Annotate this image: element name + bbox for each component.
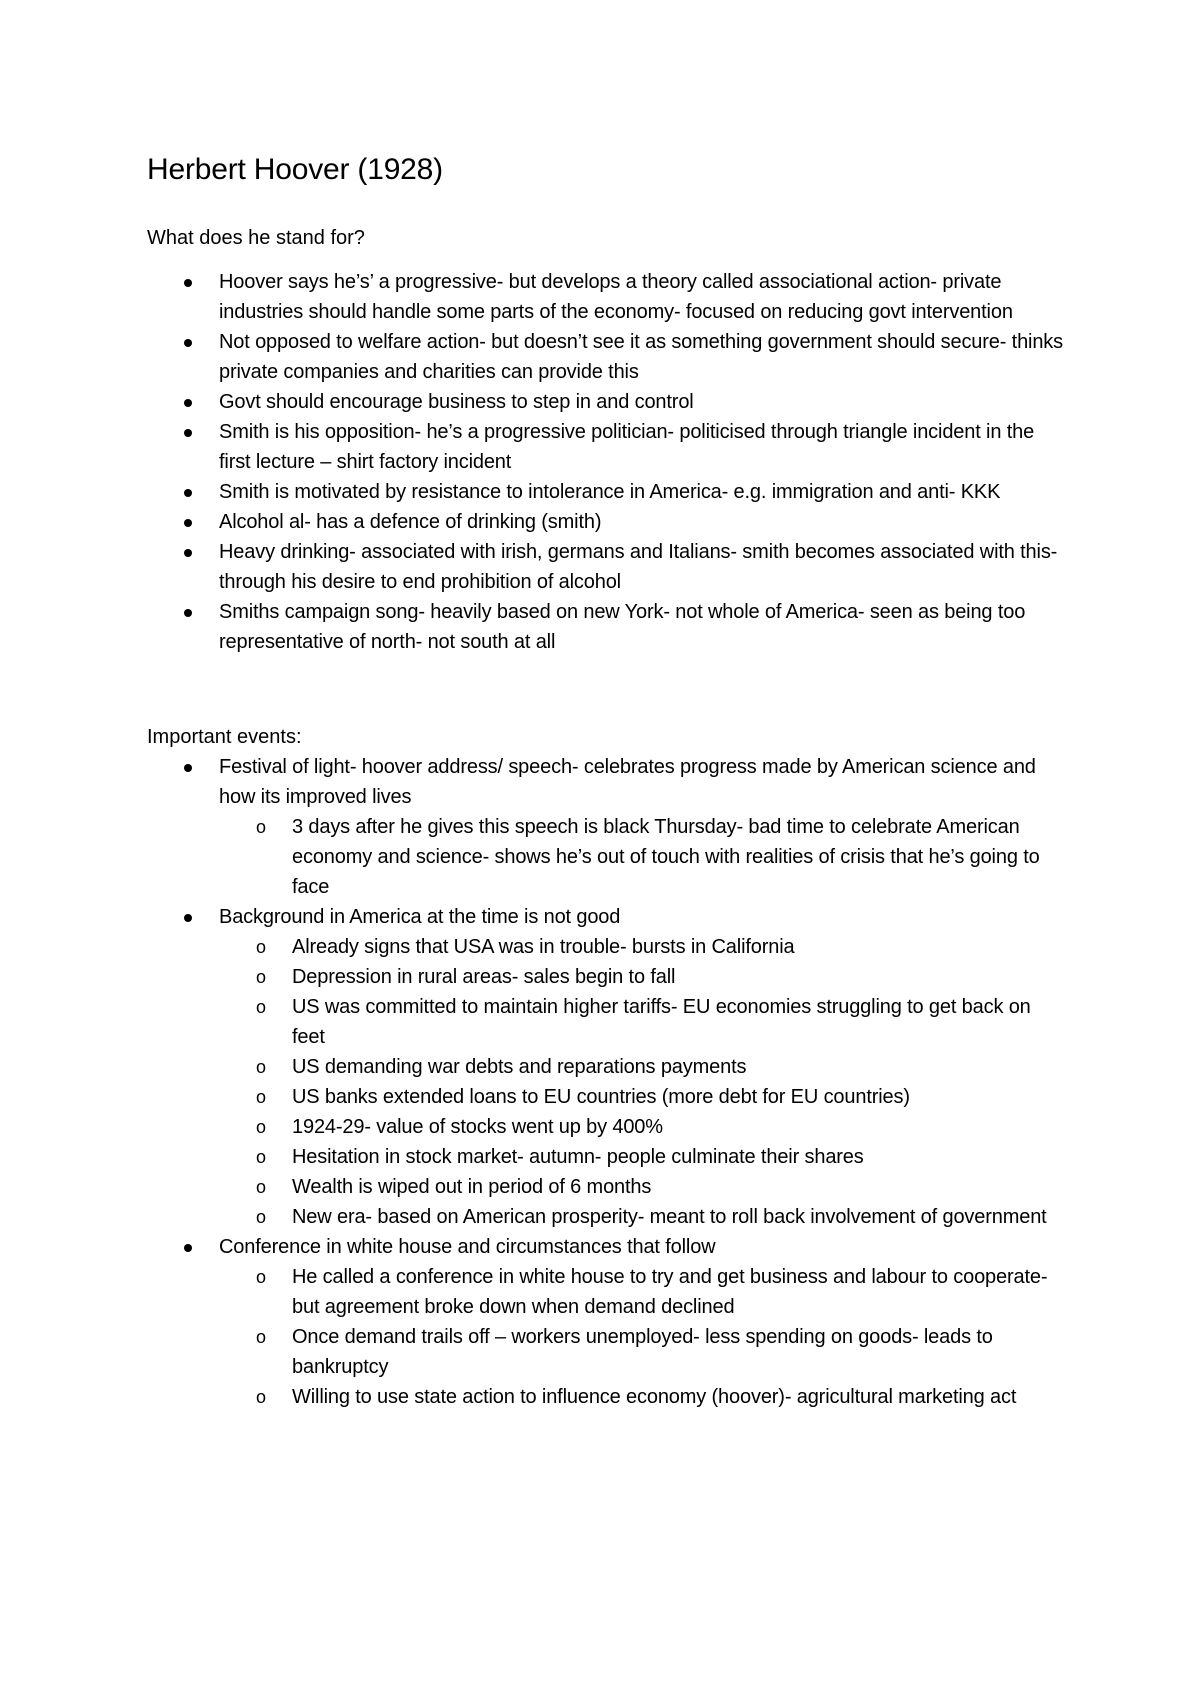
sub-item-text: Once demand trails off – workers unemployed- less spending on goods- leads to bankruptcy bbox=[292, 1326, 993, 1378]
bullet-dot-icon bbox=[184, 764, 192, 772]
sub-item-text: Hesitation in stock market- autumn- people culminate their shares bbox=[292, 1146, 864, 1168]
circle-bullet-icon: o bbox=[256, 817, 266, 837]
sub-item-text: He called a conference in white house to try and get business and labour to cooperate- but agreement broke down when demand declined bbox=[292, 1266, 1048, 1318]
sub-item-text: Wealth is wiped out in period of 6 months bbox=[292, 1176, 652, 1198]
event-item-text: Festival of light- hoover address/ speech- celebrates progress made by American science and how its improved lives bbox=[219, 756, 1036, 808]
section-question: What does he stand for? bbox=[147, 227, 365, 249]
stance-list bbox=[147, 267, 1067, 657]
list-item-text: Heavy drinking- associated with irish, germans and Italians- smith becomes associated with this- through his desire to end prohibition of alcohol bbox=[219, 541, 1058, 593]
bullet-dot-icon bbox=[184, 1244, 192, 1252]
circle-bullet-icon: o bbox=[256, 937, 266, 957]
circle-bullet-icon: o bbox=[256, 1087, 266, 1107]
circle-bullet-icon: o bbox=[256, 1327, 266, 1347]
list-item bbox=[147, 537, 1067, 597]
list-item bbox=[147, 327, 1067, 387]
circle-bullet-icon: o bbox=[256, 1117, 266, 1137]
circle-bullet-icon: o bbox=[256, 1267, 266, 1287]
bullet-dot-icon bbox=[184, 914, 192, 922]
bullet-dot-icon bbox=[184, 429, 192, 437]
sub-list-item bbox=[219, 1262, 1067, 1322]
sub-item-text: US was committed to maintain higher tariffs- EU economies struggling to get back on feet bbox=[292, 996, 1031, 1048]
sub-item-text: 3 days after he gives this speech is black Thursday- bad time to celebrate American economy and science- shows he’s out of touch with realities of crisis that he’s going to face bbox=[292, 816, 1040, 898]
circle-bullet-icon: o bbox=[256, 1147, 266, 1167]
event-item bbox=[147, 1232, 1067, 1412]
events-heading: Important events: bbox=[147, 726, 302, 748]
sub-item-text: Already signs that USA was in trouble- bursts in California bbox=[292, 936, 795, 958]
sub-list-item bbox=[219, 1082, 1067, 1112]
sub-item-text: US banks extended loans to EU countries (more debt for EU countries) bbox=[292, 1086, 910, 1108]
document-content bbox=[147, 150, 1067, 1412]
sub-item-text: 1924-29- value of stocks went up by 400% bbox=[292, 1116, 663, 1138]
event-item-text: Background in America at the time is not good bbox=[219, 906, 621, 928]
sub-list-item bbox=[219, 932, 1067, 962]
sub-list-item bbox=[219, 962, 1067, 992]
list-item-text: Smiths campaign song- heavily based on new York- not whole of America- seen as being too representative of north- not south at all bbox=[219, 601, 1026, 653]
bullet-dot-icon bbox=[184, 399, 192, 407]
event-item bbox=[147, 752, 1067, 902]
sub-item-text: Depression in rural areas- sales begin to fall bbox=[292, 966, 676, 988]
sub-list-item bbox=[219, 1382, 1067, 1412]
sub-item-text: US demanding war debts and reparations payments bbox=[292, 1056, 747, 1078]
bullet-dot-icon bbox=[184, 489, 192, 497]
list-item-text: Smith is motivated by resistance to intolerance in America- e.g. immigration and anti- KKK bbox=[219, 481, 1001, 503]
event-sub-list bbox=[219, 932, 1067, 1232]
circle-bullet-icon: o bbox=[256, 1387, 266, 1407]
sub-list-item bbox=[219, 1172, 1067, 1202]
sub-list-item bbox=[219, 992, 1067, 1052]
list-item bbox=[147, 387, 1067, 417]
sub-list-item bbox=[219, 1202, 1067, 1232]
sub-list-item bbox=[219, 812, 1067, 902]
list-item bbox=[147, 477, 1067, 507]
list-item-text: Smith is his opposition- he’s a progressive politician- politicised through triangle incident in the first lecture – shirt factory incident bbox=[219, 421, 1035, 473]
sub-list-item bbox=[219, 1142, 1067, 1172]
list-item-text: Alcohol al- has a defence of drinking (smith) bbox=[219, 511, 602, 533]
list-item bbox=[147, 597, 1067, 657]
list-item-text: Not opposed to welfare action- but doesn’t see it as something government should secure- thinks private companies and charities can provide this bbox=[219, 331, 1064, 383]
section-spacer bbox=[147, 657, 1067, 722]
circle-bullet-icon: o bbox=[256, 1177, 266, 1197]
events-list bbox=[147, 752, 1067, 1412]
list-item bbox=[147, 267, 1067, 327]
sub-item-text: Willing to use state action to influence economy (hoover)- agricultural marketing act bbox=[292, 1386, 1017, 1408]
sub-item-text: New era- based on American prosperity- meant to roll back involvement of government bbox=[292, 1206, 1047, 1228]
bullet-dot-icon bbox=[184, 609, 192, 617]
page-title: Herbert Hoover (1928) bbox=[147, 153, 443, 186]
event-item bbox=[147, 902, 1067, 1232]
circle-bullet-icon: o bbox=[256, 1057, 266, 1077]
bullet-dot-icon bbox=[184, 549, 192, 557]
bullet-dot-icon bbox=[184, 339, 192, 347]
list-item-text: Hoover says he’s’ a progressive- but develops a theory called associational action- private industries should handle some parts of the economy- focused on reducing govt intervention bbox=[219, 271, 1013, 323]
list-item bbox=[147, 417, 1067, 477]
event-item-text: Conference in white house and circumstances that follow bbox=[219, 1236, 716, 1258]
list-item-text: Govt should encourage business to step in and control bbox=[219, 391, 694, 413]
sub-list-item bbox=[219, 1112, 1067, 1142]
event-sub-list bbox=[219, 812, 1067, 902]
sub-list-item bbox=[219, 1052, 1067, 1082]
bullet-dot-icon bbox=[184, 279, 192, 287]
bullet-dot-icon bbox=[184, 519, 192, 527]
list-item bbox=[147, 507, 1067, 537]
event-sub-list bbox=[219, 1262, 1067, 1412]
sub-list-item bbox=[219, 1322, 1067, 1382]
circle-bullet-icon: o bbox=[256, 1207, 266, 1227]
circle-bullet-icon: o bbox=[256, 967, 266, 987]
circle-bullet-icon: o bbox=[256, 997, 266, 1017]
